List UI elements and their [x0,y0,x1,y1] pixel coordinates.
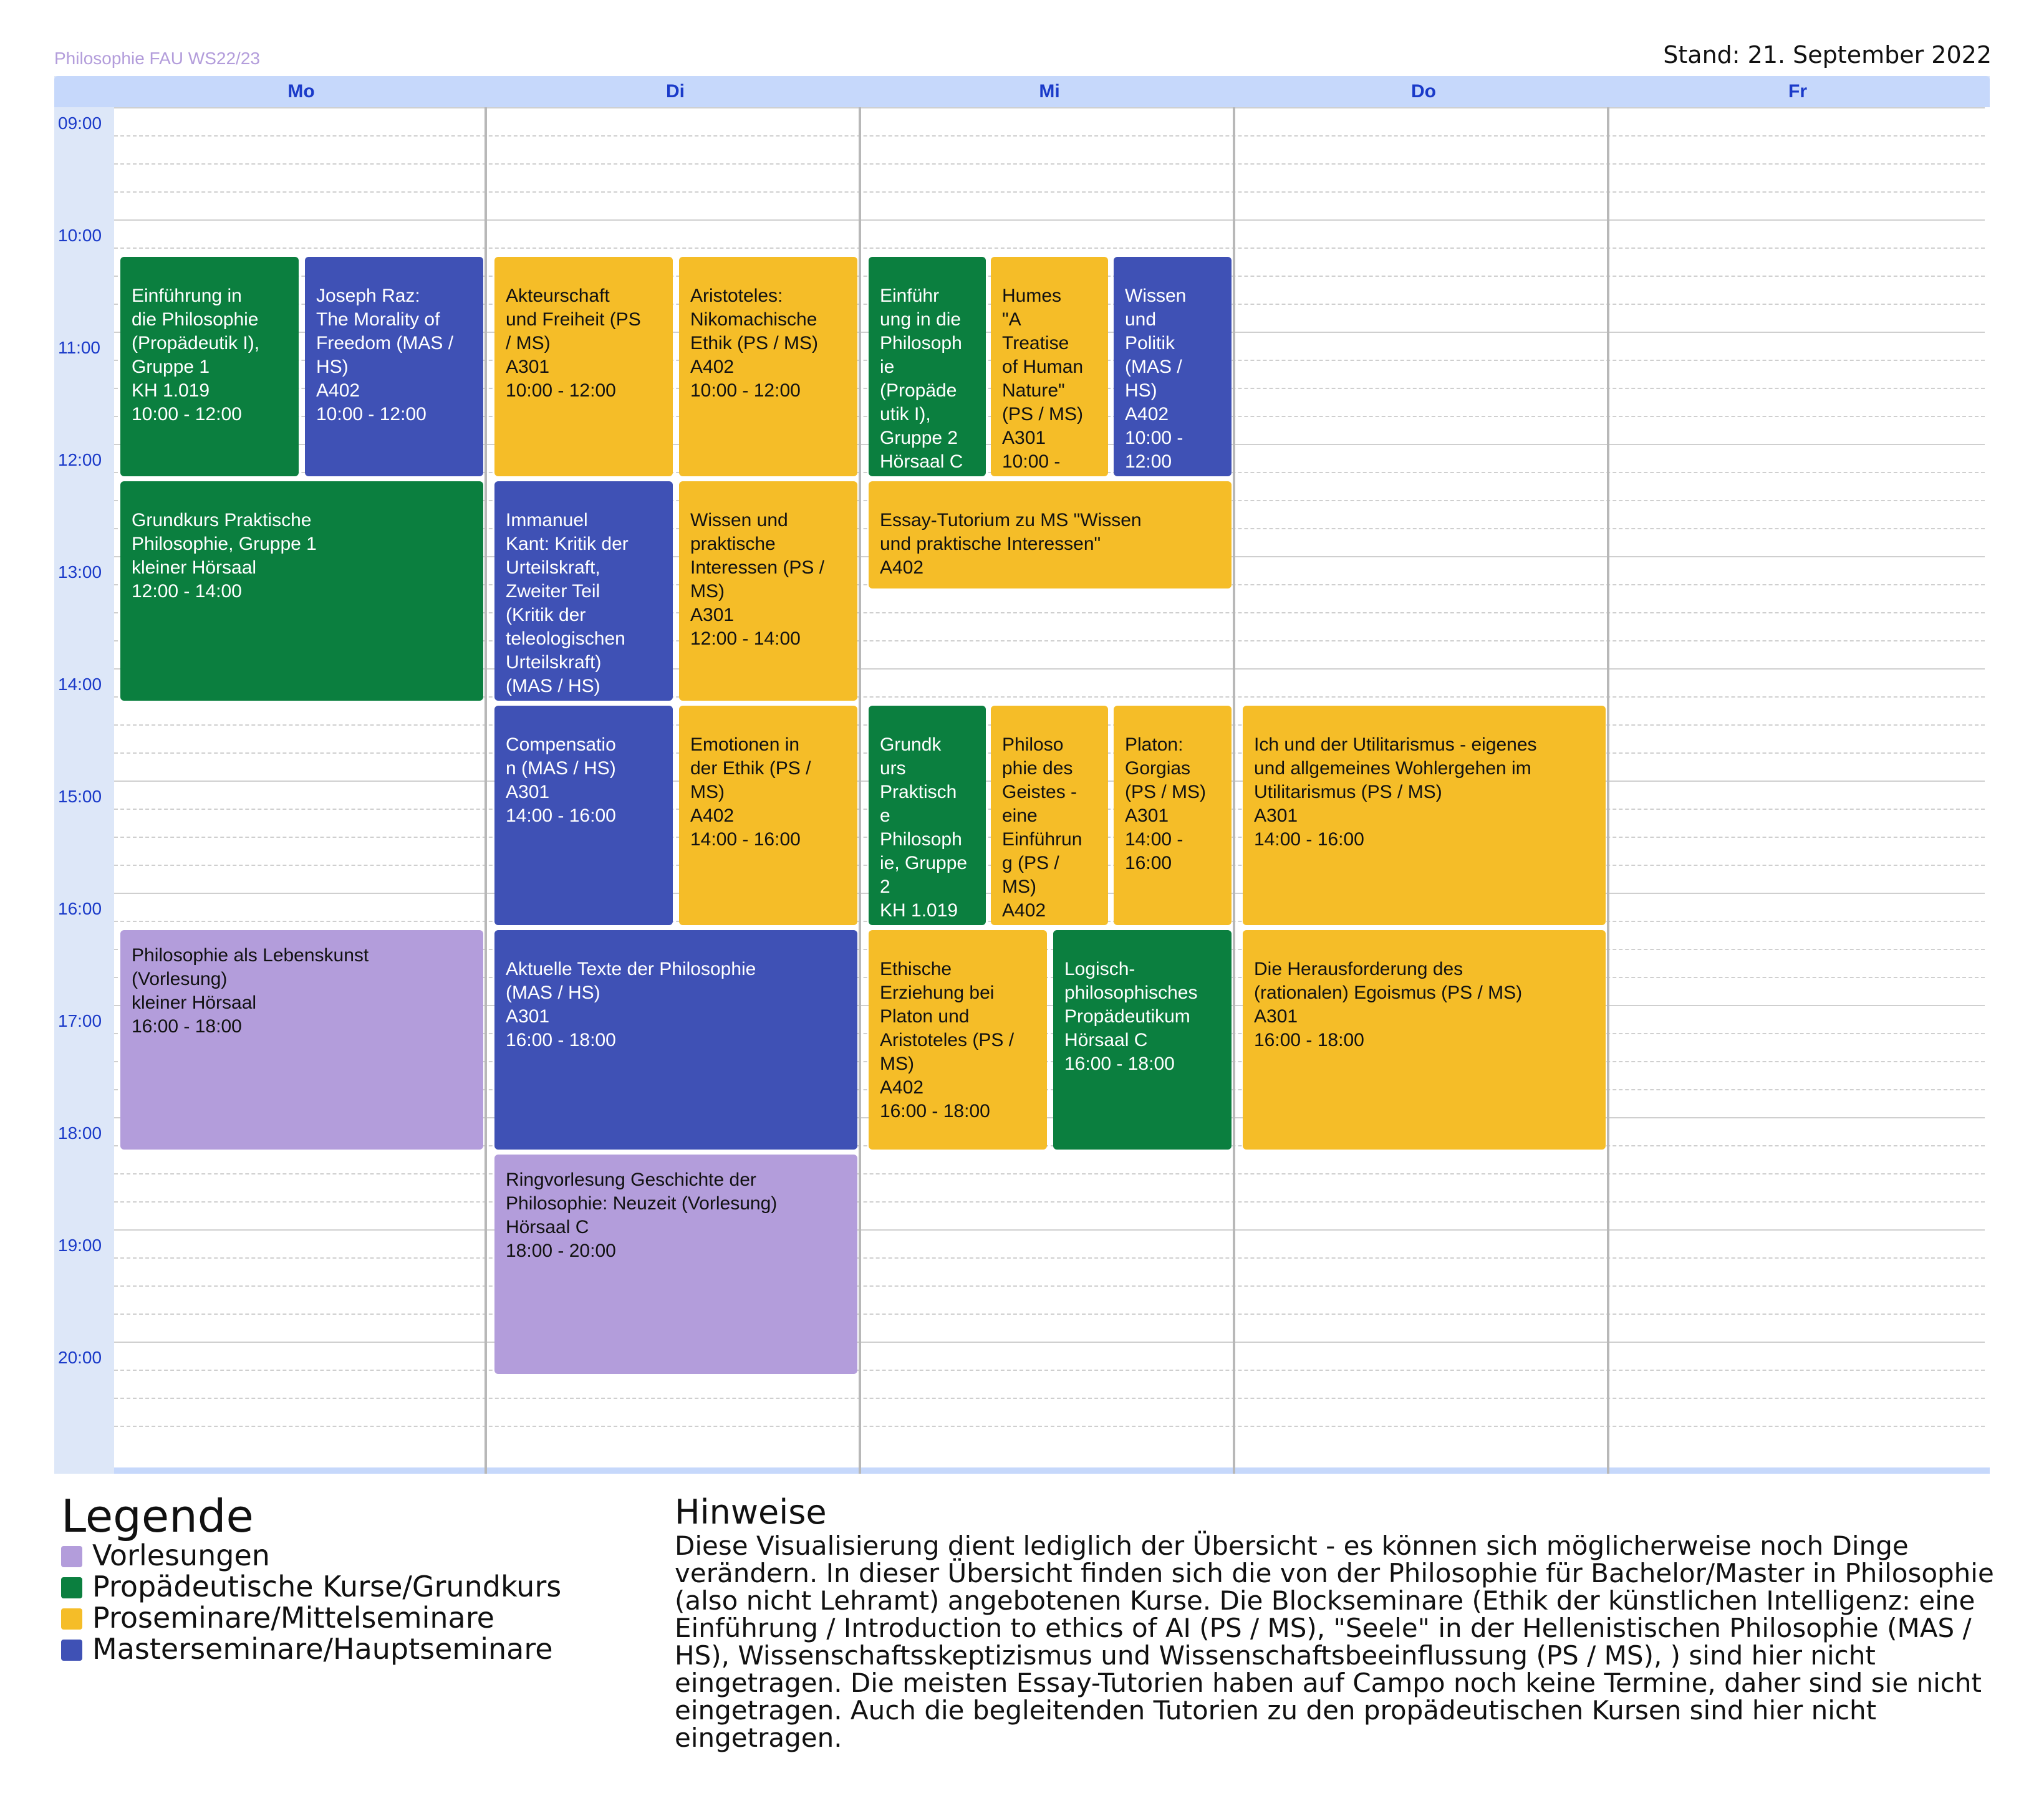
event-text: Immanuel Kant: Kritik der Urteilskraft, Zweiter Teil (Kritik der teleologischen Urteilskraft) (MAS / HS) [506,510,629,696]
event-card[interactable] [869,930,1047,1150]
calendar-grid [114,107,1990,1474]
hour-line [114,219,1985,221]
event-text: Ich und der Utilitarismus - eigenes und allgemeines Wohlergehen im Utilitarismus (PS / MS) A301 14:00 - 16:00 [1254,734,1537,850]
event-card[interactable] [869,706,986,925]
day-separator [1233,107,1235,1474]
hour-line [114,1342,1985,1343]
event-card[interactable] [1114,706,1232,925]
quarter-line [114,1257,1985,1259]
event-card[interactable] [494,481,673,701]
event-text: Philoso phie des Geistes - eine Einführun g (PS / MS) A402 [1002,734,1082,921]
event-text: Joseph Raz: The Morality of Freedom (MAS / HS) A402 10:00 - 12:00 [316,286,454,425]
event-text: Ringvorlesung Geschichte der Philosophie: Neuzeit (Vorlesung) Hörsaal C 18:00 - 20:00 [506,1169,778,1261]
quarter-line [114,247,1985,249]
event-text: Essay-Tutorium zu MS "Wissen und praktische Interessen" A402 [880,510,1142,578]
legend-item-vorlesungen [61,1540,270,1571]
hour-line [114,1229,1985,1231]
event-card[interactable] [494,930,857,1150]
event-card[interactable] [1243,706,1606,925]
legend-label: Proseminare/Mittelseminare [92,1601,494,1635]
event-card[interactable] [120,481,483,701]
event-card[interactable] [1114,257,1232,476]
legend-swatch [61,1640,82,1661]
day-header-do[interactable]: Do [1411,81,1436,102]
event-card[interactable] [1243,930,1606,1150]
legend-title: Legende [61,1490,254,1542]
legend-swatch [61,1577,82,1598]
day-header-mo[interactable]: Mo [287,81,315,102]
calendar-title: Philosophie FAU WS22/23 [54,49,260,68]
event-card[interactable] [120,257,299,476]
quarter-line [114,1201,1985,1203]
day-header-row [54,76,1990,107]
event-card[interactable] [1053,930,1232,1150]
hour-line [114,107,1985,108]
event-card[interactable] [679,706,857,925]
event-text: Philosophie als Lebenskunst (Vorlesung) kleiner Hörsaal 16:00 - 18:00 [132,945,369,1037]
legend-item-masterseminare [61,1633,553,1664]
event-card[interactable] [991,257,1108,476]
quarter-line [114,191,1985,193]
event-text: Ethische Erziehung bei Platon und Aristoteles (PS / MS) A402 16:00 - 18:00 [880,959,1015,1121]
quarter-line [114,1398,1985,1399]
event-text: Akteurschaft und Freiheit (PS / MS) A301 10:00 - 12:00 [506,286,641,401]
event-text: Die Herausforderung des (rationalen) Egoismus (PS / MS) A301 16:00 - 18:00 [1254,959,1523,1050]
week-calendar [54,76,1990,1474]
quarter-line [114,1370,1985,1371]
time-label: 18:00 [58,1123,102,1143]
time-label: 19:00 [58,1236,102,1255]
event-text: Emotionen in der Ethik (PS / MS) A402 14:00 - 16:00 [690,734,811,850]
notes-text: Diese Visualisierung dient lediglich der Übersicht - es können sich möglicherweise noch Dinge verändern. In dieser Übersicht finden sich die von der Philosophie für Bachelor/Master in Philosophie (also nicht Lehramt) angebotenen Kurse. Die Blockseminare (Ethik der künstlichen Intelligenz: eine Einführung / Introduction to ethics of AI (PS / MS), "Seele" in der Hellenistischen Philosophie (MAS / HS), Wissenschaftsskeptizismus und Wissenschaftsbeeinflussung (PS / MS), ) sind hier nicht eingetragen. Die meisten Essay-Tutorien haben auf Campo noch keine Termine, daher sind sie nicht eingetragen. Auch die begleitenden Tutorien zu den propädeutischen Kursen sind hier nicht eingetragen. [675,1530,1994,1753]
time-label: 11:00 [58,338,100,357]
time-label: 10:00 [58,226,102,245]
event-text: Humes "A Treatise of Human Nature" (PS / MS) A301 10:00 - [1002,286,1084,472]
legend-item-proseminare [61,1602,494,1633]
day-header-mi[interactable]: Mi [1039,81,1060,102]
day-header-di[interactable]: Di [666,81,685,102]
time-label: 16:00 [58,899,102,918]
quarter-line [114,1426,1985,1427]
legend-swatch [61,1546,82,1567]
time-label: 15:00 [58,787,102,806]
quarter-line [114,1173,1985,1174]
time-label: 12:00 [58,450,102,469]
quarter-line [114,135,1985,137]
event-card[interactable] [679,257,857,476]
time-label: 17:00 [58,1011,102,1030]
legend-swatch [61,1608,82,1630]
event-text: Compensatio n (MAS / HS) A301 14:00 - 16:00 [506,734,616,826]
event-card[interactable] [869,481,1232,588]
notes-title: Hinweise [675,1492,827,1532]
event-card[interactable] [869,257,986,476]
time-label: 13:00 [58,562,102,582]
event-text: Aristoteles: Nikomachische Ethik (PS / MS) A402 10:00 - 12:00 [690,286,819,401]
day-header-fr[interactable]: Fr [1788,81,1807,102]
day-separator [859,107,861,1474]
event-text: Wissen und praktische Interessen (PS / MS) A301 12:00 - 14:00 [690,510,825,649]
event-card[interactable] [120,930,483,1150]
event-text: Wissen und Politik (MAS / HS) A402 10:00 - 12:00 [1125,286,1187,472]
day-separator [484,107,487,1474]
event-text: Grundk urs Praktisch e Philosoph ie, Gruppe 2 KH 1.019 [880,734,968,921]
event-card[interactable] [991,706,1108,925]
quarter-line [114,1314,1985,1315]
event-text: Aktuelle Texte der Philosophie (MAS / HS) A301 16:00 - 18:00 [506,959,756,1050]
legend-label: Propädeutische Kurse/Grundkurs [92,1570,562,1603]
quarter-line [114,1285,1985,1287]
time-label: 20:00 [58,1348,102,1367]
event-card[interactable] [679,481,857,701]
time-label: 14:00 [58,675,102,694]
event-text: Einführung in die Philosophie (Propädeutik I), Gruppe 1 KH 1.019 10:00 - 12:00 [132,286,260,425]
event-text: Logisch- philosophisches Propädeutikum Hörsaal C 16:00 - 18:00 [1064,959,1198,1074]
event-text: Grundkurs Praktische Philosophie, Gruppe 1 kleiner Hörsaal 12:00 - 14:00 [132,510,317,602]
event-text: Platon: Gorgias (PS / MS) A301 14:00 - 16:00 [1125,734,1207,873]
event-card[interactable] [494,257,673,476]
day-separator [1607,107,1609,1474]
legend-item-grundkurs [61,1571,561,1602]
stand-date: Stand: 21. September 2022 [1663,41,1992,69]
legend-label: Vorlesungen [92,1539,270,1572]
time-label: 09:00 [58,113,102,133]
event-text: Einführ ung in die Philosoph ie (Propäde utik I), Gruppe 2 Hörsaal C [880,286,963,472]
legend-label: Masterseminare/Hauptseminare [92,1632,553,1666]
quarter-line [114,163,1985,165]
event-card[interactable] [494,706,673,925]
event-card[interactable] [494,1155,857,1374]
event-card[interactable] [305,257,483,476]
